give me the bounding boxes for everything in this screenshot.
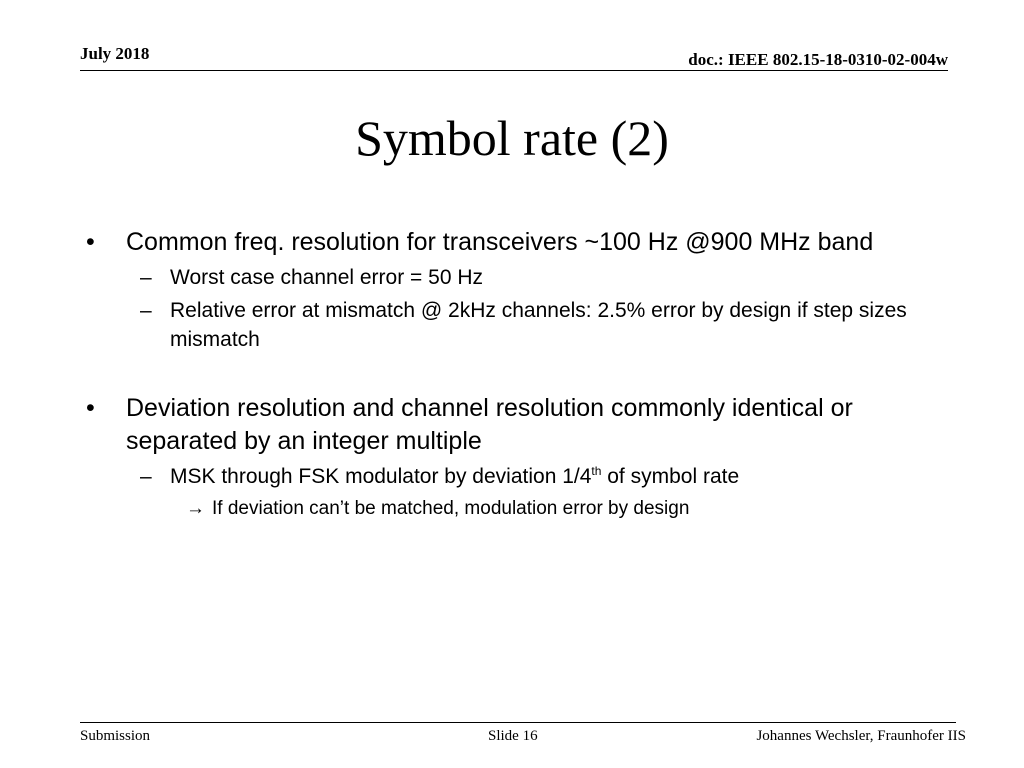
footer-author: Johannes Wechsler, Fraunhofer IIS bbox=[756, 728, 966, 744]
bullet-1-sub-2-text: Relative error at mismatch @ 2kHz channels: 2.5% error by design if step sizes mismatch bbox=[170, 299, 907, 351]
header-divider bbox=[80, 70, 948, 71]
bullet-1-sub-1 bbox=[80, 263, 960, 292]
header-doc-id: doc.: IEEE 802.15-18-0310-02-004w bbox=[688, 50, 948, 69]
bullet-2-sub-1-text-b: of symbol rate bbox=[601, 465, 740, 488]
dash-marker: – bbox=[140, 266, 152, 289]
bullet-2-sub-1 bbox=[80, 462, 960, 491]
bullet-2-sub-sub-1-text: If deviation can’t be matched, modulation error by design bbox=[212, 498, 690, 519]
bullet-2-text: Deviation resolution and channel resolution commonly identical or separated by an integer multiple bbox=[126, 394, 853, 455]
bullet-1-sub-1-text: Worst case channel error = 50 Hz bbox=[170, 266, 484, 289]
bullet-marker: • bbox=[86, 394, 95, 422]
arrow-right-icon: → bbox=[186, 498, 205, 519]
bullet-marker: • bbox=[86, 228, 95, 256]
dash-marker: – bbox=[140, 299, 152, 322]
footer-slide-number: Slide 16 bbox=[488, 728, 538, 744]
slide-title: Symbol rate (2) bbox=[355, 110, 669, 166]
spacer bbox=[80, 354, 960, 392]
bullet-2-sub-sub-1 bbox=[80, 495, 960, 522]
dash-marker: – bbox=[140, 465, 152, 488]
slide-content bbox=[80, 226, 960, 522]
bullet-2-sub-1-text-a: MSK through FSK modulator by deviation 1/4 bbox=[170, 465, 592, 488]
superscript-th: th bbox=[591, 464, 602, 478]
footer-submission: Submission bbox=[80, 728, 151, 744]
bullet-1-text: Common freq. resolution for transceivers ~100 Hz @900 MHz band bbox=[126, 228, 874, 256]
bullet-1 bbox=[80, 226, 960, 259]
header-date: July 2018 bbox=[80, 44, 150, 63]
bullet-2 bbox=[80, 392, 960, 458]
footer-divider bbox=[80, 722, 956, 723]
bullet-1-sub-2 bbox=[80, 296, 960, 354]
